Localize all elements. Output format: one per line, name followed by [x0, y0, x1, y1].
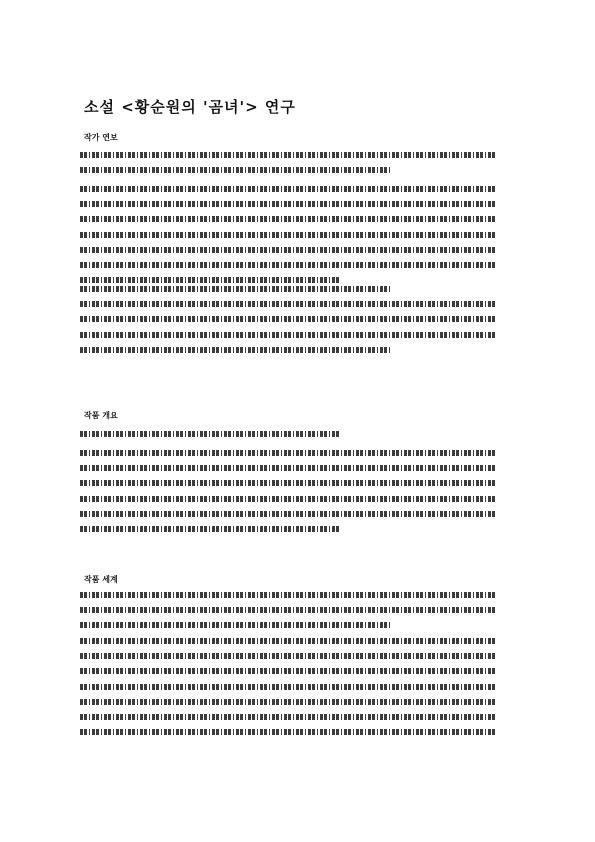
section-heading: 작가 연보	[84, 133, 118, 142]
paragraph	[80, 450, 512, 541]
text-line	[80, 431, 339, 437]
text-line	[80, 286, 391, 292]
text-line	[80, 607, 495, 613]
paragraph	[80, 592, 512, 638]
text-line	[80, 247, 495, 253]
text-line	[80, 684, 495, 690]
document-title: 소설 <황순원의 '곰녀'> 연구	[84, 98, 296, 116]
section-heading: 작품 개요	[84, 411, 118, 420]
paragraph	[80, 186, 512, 292]
text-line	[80, 622, 391, 628]
text-line	[80, 480, 495, 486]
text-line	[80, 152, 495, 158]
paragraph	[80, 152, 512, 182]
text-line	[80, 526, 339, 532]
text-line	[80, 729, 495, 735]
text-line	[80, 511, 495, 517]
paragraph	[80, 431, 512, 446]
text-line	[80, 167, 391, 173]
text-line	[80, 186, 495, 192]
text-line	[80, 347, 391, 353]
paragraph	[80, 286, 512, 362]
text-line	[80, 496, 495, 502]
text-line	[80, 201, 495, 207]
text-line	[80, 262, 495, 268]
text-line	[80, 638, 495, 644]
text-line	[80, 232, 495, 238]
text-line	[80, 653, 495, 659]
text-line	[80, 592, 495, 598]
text-line	[80, 450, 495, 456]
text-line	[80, 301, 495, 307]
text-line	[80, 316, 495, 322]
text-line	[80, 668, 495, 674]
section-heading: 작품 세계	[84, 575, 118, 584]
text-line	[80, 332, 495, 338]
text-line	[80, 216, 495, 222]
text-line	[80, 465, 495, 471]
text-line	[80, 714, 495, 720]
paragraph	[80, 638, 512, 744]
text-line	[80, 699, 495, 705]
text-line	[80, 277, 339, 283]
